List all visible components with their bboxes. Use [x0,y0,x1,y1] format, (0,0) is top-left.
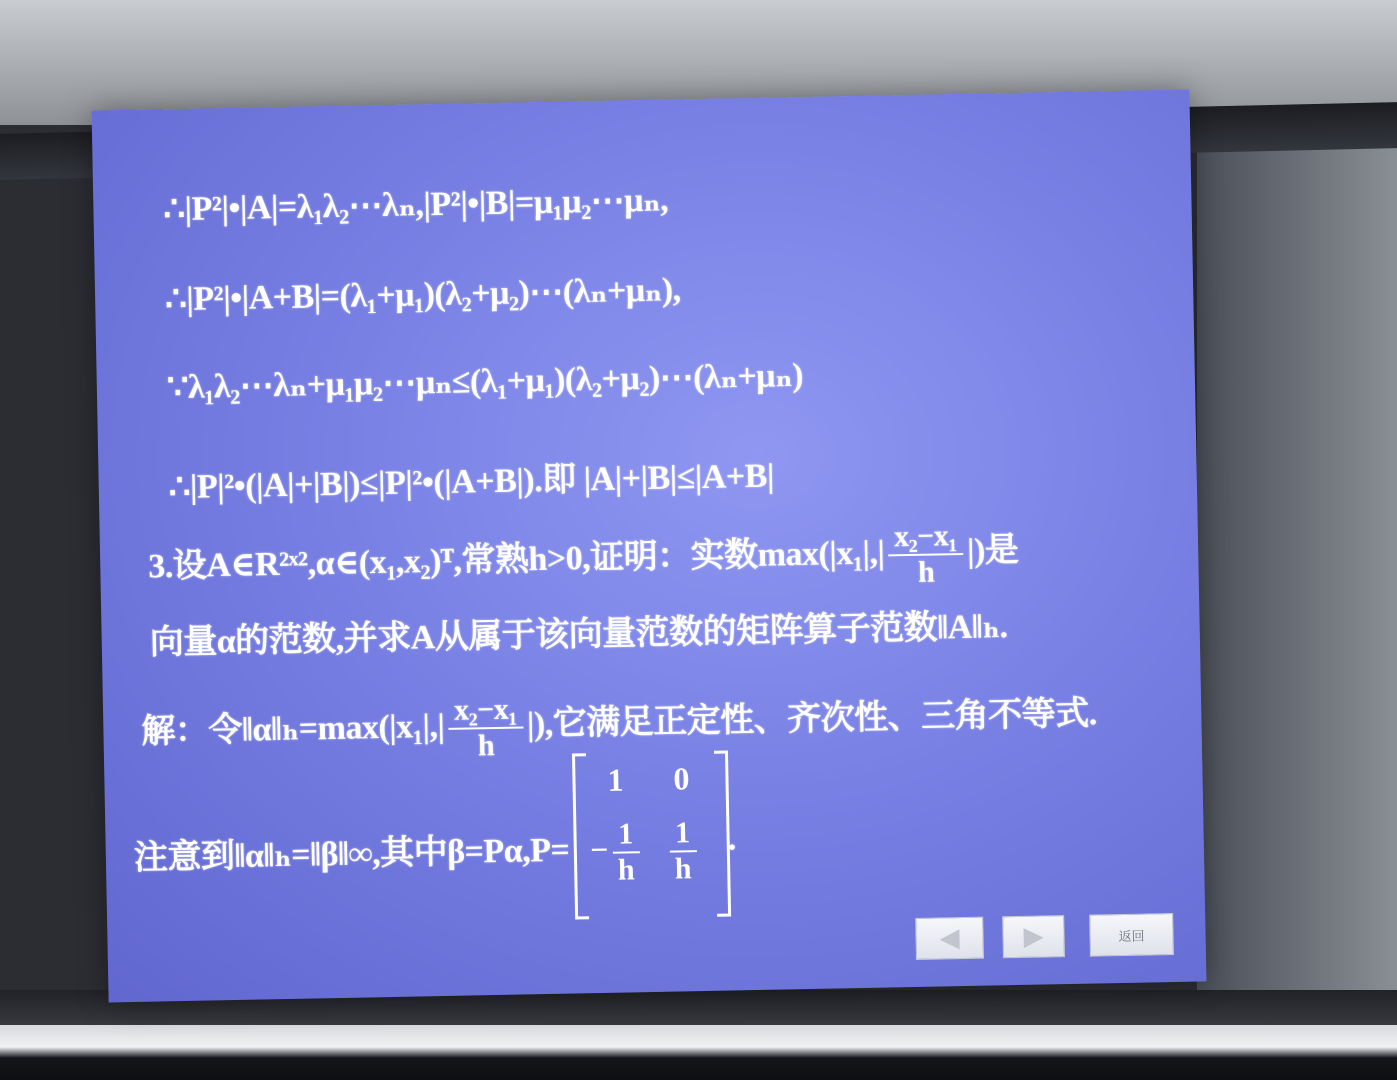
presentation-slide [92,90,1207,1003]
math-line-1: ∴|P²|•|A|=λ₁λ₂⋯λₙ,|P²|•|B|=μ₁μ₂⋯μₙ, [163,181,669,229]
fraction-numerator: x₂−x₁ [888,519,963,556]
left-arrow-icon: ◀ [939,923,960,954]
next-slide-button[interactable] [1002,915,1065,958]
solution-suffix: |),它满足正定性、齐次性、三角不等式. [526,695,1098,744]
fraction-numerator: x₂−x₁ [448,692,523,729]
matrix-cell-11 [652,816,713,887]
note-line [133,822,569,879]
problem-3-fraction [888,519,964,590]
note-text: 注意到‖α‖ₕ=‖β‖∞,其中β=Pα,P= [133,831,570,877]
matrix-period: . [727,820,736,858]
solution-fraction [448,692,524,763]
math-line-3: ∵λ₁λ₂⋯λₙ+μ₁μ₂⋯μₙ≤(λ₁+μ₁)(λ₂+μ₂)⋯(λₙ+μₙ) [166,357,804,407]
fraction-denominator: h [617,853,635,887]
solution-prefix: 解：令‖α‖ₕ=max(|x₁|,| [141,707,445,751]
return-label: 返回 [1118,929,1145,945]
matrix-cell-11-fraction [669,816,697,887]
wall-side [1197,120,1397,1020]
prev-slide-button[interactable] [915,917,984,960]
math-line-2: ∴|P²|•|A+B|=(λ₁+μ₁)(λ₂+μ₂)⋯(λₙ+μₙ), [164,271,681,319]
problem-3-suffix: |)是 [966,531,1019,570]
right-arrow-icon: ▶ [1023,921,1044,952]
problem-3-statement [148,518,1019,605]
math-line-4: ∴|P|²•(|A|+|B|)≤|P|²•(|A+B|).即 |A|+|B|≤|A+B| [168,457,775,507]
matrix-cell-10 [586,817,647,888]
matrix-p [572,754,731,917]
matrix-cell-00: 1 [607,761,624,798]
fraction-denominator: h [674,852,692,886]
fraction-numerator: 1 [612,817,640,854]
matrix-cell-10-fraction [612,817,640,888]
matrix-cell-10-sign: − [589,831,609,868]
fraction-denominator: h [477,729,495,763]
problem-3-prefix: 3.设A∈R²ˣ²,α∈(x₁,x₂)ᵀ,常熟h>0,证明：实数max(|x₁|,| [147,534,885,586]
fraction-denominator: h [917,555,935,589]
problem-3-continuation: 向量α的范数,并求A从属于该向量范数的矩阵算子范数‖A‖ₕ. [149,608,1008,662]
matrix-cell-01: 0 [673,760,690,797]
fraction-numerator: 1 [669,816,697,853]
room-floor [0,1025,1397,1080]
return-button[interactable] [1089,913,1174,957]
